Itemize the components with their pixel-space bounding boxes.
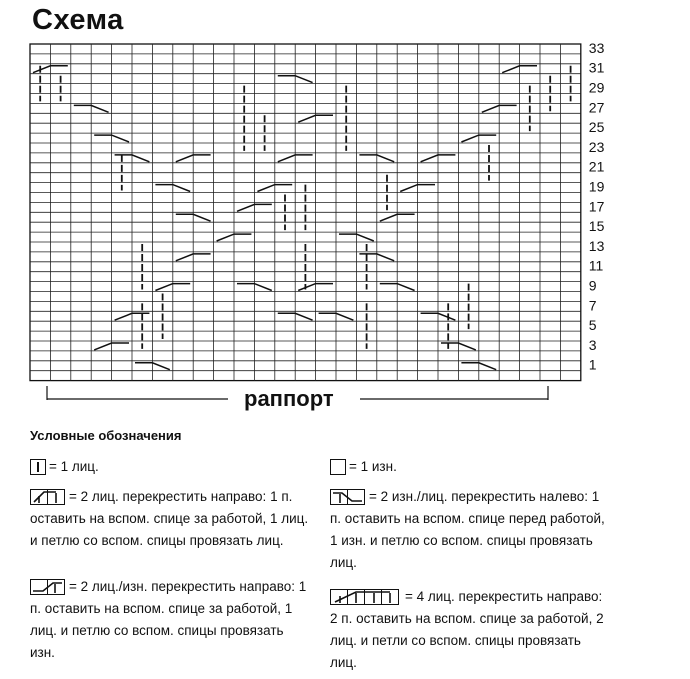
knit-symbol-icon bbox=[30, 459, 46, 475]
legend-cross4right bbox=[330, 586, 610, 674]
row-number: 25 bbox=[588, 119, 605, 136]
cross-right-symbol-icon bbox=[30, 489, 66, 505]
legend-knit-text: = 1 лиц. bbox=[49, 459, 99, 474]
row-number: 5 bbox=[588, 317, 597, 334]
legend-cross2left-text: = 2 изн./лиц. перекрестить налево: 1 п. оставить на вспом. спице перед работой, 1 изн. и петлю со вспом. спицы провязать лиц. bbox=[330, 489, 605, 570]
row-number: 11 bbox=[588, 257, 604, 274]
row-number: 27 bbox=[588, 99, 605, 116]
legend-knit bbox=[30, 456, 99, 478]
legend-cross2left bbox=[330, 486, 610, 574]
cross4-right-symbol-icon bbox=[330, 589, 402, 605]
cross-left-symbol-icon bbox=[330, 489, 366, 505]
legend-cross2right-text: = 2 лиц. перекрестить направо: 1 п. оставить на вспом. спице за работой, 1 лиц. и петлю со вспом. спицы провязать лиц. bbox=[30, 489, 309, 548]
legend-heading: Условные обозначения bbox=[30, 428, 182, 443]
row-number: 3 bbox=[588, 336, 597, 353]
repeat-label: раппорт bbox=[238, 386, 340, 412]
purl-symbol-icon bbox=[330, 459, 346, 475]
legend-purl bbox=[330, 456, 397, 478]
row-number: 15 bbox=[588, 218, 605, 235]
legend-cross2rightp-text: = 2 лиц./изн. перекрестить направо: 1 п. оставить на вспом. спице за работой, 1 лиц. и петлю со вспом. спицы провязать изн. bbox=[30, 579, 307, 660]
row-number: 21 bbox=[588, 158, 605, 175]
row-number: 17 bbox=[588, 198, 605, 215]
row-number: 13 bbox=[588, 237, 605, 254]
row-number: 23 bbox=[588, 138, 605, 155]
row-number: 1 bbox=[588, 356, 597, 373]
legend-cross2rightp bbox=[30, 576, 310, 664]
row-number: 9 bbox=[588, 277, 597, 294]
row-number: 29 bbox=[588, 79, 605, 96]
row-number: 31 bbox=[588, 59, 605, 76]
cross-right-purl-symbol-icon bbox=[30, 579, 66, 595]
legend-cross4right-text: = 4 лиц. перекрестить направо: 2 п. оставить на вспом. спице за работой, 2 лиц. и петли со вспом. спицы провязать лиц. bbox=[330, 589, 604, 670]
row-number: 33 bbox=[588, 39, 605, 56]
row-number: 7 bbox=[588, 297, 597, 314]
legend-cross2right bbox=[30, 486, 310, 552]
row-numbers bbox=[589, 40, 605, 373]
chart-grid bbox=[30, 44, 581, 381]
legend-purl-text: = 1 изн. bbox=[349, 459, 397, 474]
chart-title: Схема bbox=[32, 4, 124, 36]
row-number: 19 bbox=[588, 178, 605, 195]
